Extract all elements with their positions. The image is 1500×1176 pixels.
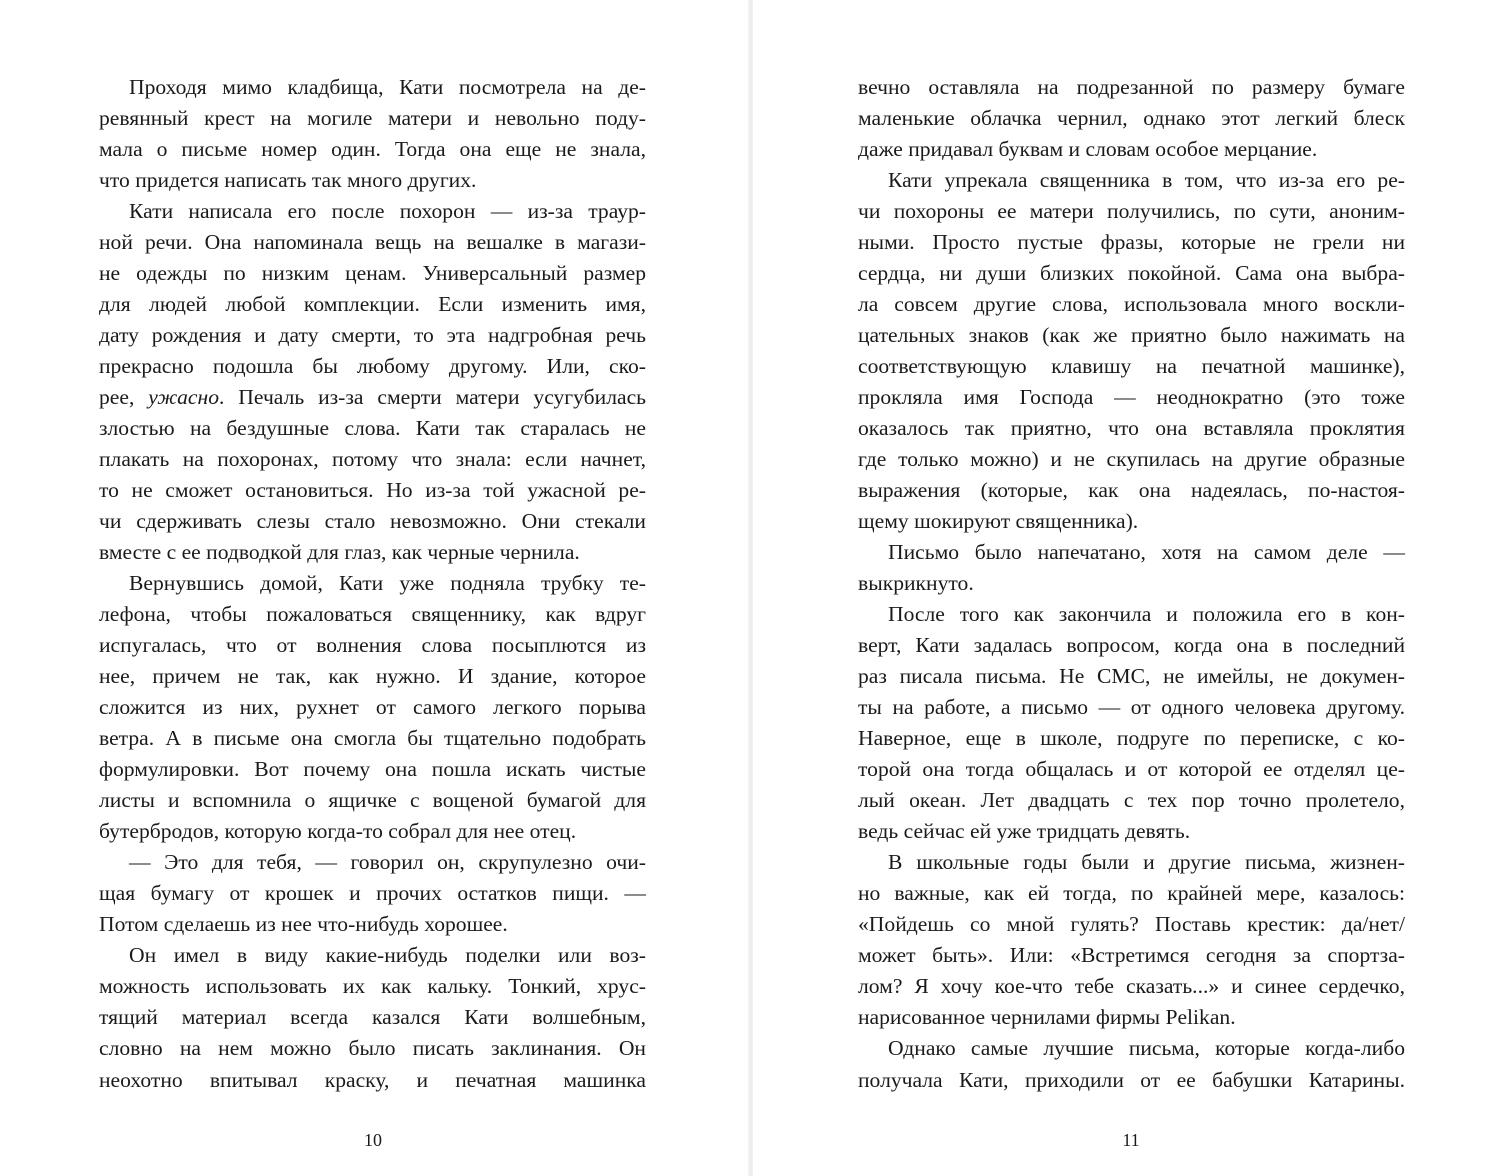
text-line: Наверное, еще в школе, подруге по переписке, с ко- [858,726,1405,751]
text-line: Однако самые лучшие письма, которые когда-либо [888,1036,1405,1061]
text-line: лефона, чтобы пожаловаться священнику, как вдруг [99,602,646,627]
left-page [0,0,749,1176]
page-number: 10 [364,1130,382,1150]
text-line: — Это для тебя, — говорил он, скрупулезно очи- [129,850,646,875]
text-line: Потом сделаешь из нее что-нибудь хорошее. [99,912,508,937]
text-line: ты на работе, а письмо — от одного человека другому. [858,695,1405,720]
text-segment: рее, [99,385,149,410]
text-line: неохотно впитывал краску, и печатная машинка [99,1067,646,1092]
text-line: вместе с ее подводкой для глаз, как черные чернила. [99,540,580,565]
text-line: плакать на похоронах, потому что знала: если начнет, [99,447,646,472]
text-line: верт, Кати задалась вопросом, когда она в последний [858,633,1405,658]
text-line: то не сможет остановиться. Но из-за той ужасной ре- [99,478,646,503]
text-line: может быть». Или: «Встретимся сегодня за спортза- [858,943,1405,968]
text-line: нее, причем не так, как нужно. И здание, которое [99,664,646,689]
text-line: для людей любой комплекции. Если изменить имя, [99,292,646,317]
text-line: но важные, как ей тогда, по крайней мере, казалось: [858,881,1405,906]
text-line: ными. Просто пустые фразы, которые не грели ни [858,230,1405,255]
text-line: злостью на бездушные слова. Кати так старалась не [99,416,646,441]
text-line: Кати написала его после похорон — из-за траур- [129,199,646,224]
text-line: Вернувшись домой, Кати уже подняла трубку те- [129,571,646,596]
text-line: нарисованное чернилами фирмы Pelikan. [858,1005,1236,1030]
text-line: прокляла имя Господа — неоднократно (это тоже [858,385,1405,410]
text-line: сложится из них, рухнет от самого легкого порыва [99,695,646,720]
text-line: чи похороны ее матери получились, по сути, аноним- [858,199,1405,224]
text-line: После того как закончила и положила его в кон- [888,602,1405,627]
text-line: Письмо было напечатано, хотя на самом деле — [888,540,1405,565]
text-line: тящий материал всегда казался Кати волшебным, [99,1005,646,1030]
text-segment: . Печаль из-за смерти матери усугубилась [219,385,646,410]
text-line: щему шокируют священника). [858,509,1139,534]
text-line: выражения (которые, как она надеялась, по-настоя- [858,478,1405,503]
text-line: торой она тогда общалась и от которой ее отделял це- [858,757,1405,782]
text-line: что придется написать так много других. [99,168,477,193]
text-line: «Пойдешь со мной гулять? Поставь крестик: да/нет/ [858,912,1405,937]
text-line: испугалась, что от волнения слова посыплются из [99,633,646,658]
text-line: сердца, ни души близких покойной. Сама она выбра- [858,261,1405,286]
page-number: 11 [1122,1130,1140,1150]
text-line: маленькие облачка чернил, однако этот легкий блеск [858,106,1405,131]
page-text [858,72,1405,1096]
text-line: мала о письме номер один. Тогда она еще не знала, [99,137,646,162]
text-line: соответствующую клавишу на печатной машинке), [858,354,1405,379]
text-line: можность использовать их как кальку. Тонкий, хрус- [99,974,646,999]
text-line: раз писала письма. Не СМС, не имейлы, не докумен- [858,664,1405,689]
text-line: В школьные годы были и другие письма, жизнен- [888,850,1405,875]
page-text [99,72,646,1096]
text-line: оказалось так приятно, что она вставляла проклятия [858,416,1405,441]
text-line: словно на нем можно было писать заклинания. Он [99,1036,646,1061]
text-line: Проходя мимо кладбища, Кати посмотрела на де- [129,75,646,99]
text-line: даже придавал буквам и словам особое мерцание. [858,137,1318,162]
text-line: чи сдерживать слезы стало невозможно. Они стекали [99,509,646,534]
text-line: ветра. А в письме она смогла бы тщательно подобрать [99,726,646,751]
text-line: Кати упрекала священника в том, что из-за его ре- [888,168,1405,193]
text-line: лом? Я хочу кое-что тебе сказать...» и синее сердечко, [858,974,1405,999]
text-line: листы и вспомнила о ящичке с вощеной бумагой для [99,788,646,813]
text-line: бутербродов, которую когда-то собрал для нее отец. [99,819,577,844]
text-line: не одежды по низким ценам. Универсальный размер [99,261,646,286]
right-page [753,0,1500,1176]
text-line: формулировки. Вот почему она пошла искать чистые [99,757,646,782]
text-line: дату рождения и дату смерти, то эта надгробная речь [99,323,646,348]
text-line: Он имел в виду какие-нибудь поделки или воз- [129,943,646,968]
text-line: щая бумагу от крошек и прочих остатков пищи. — [99,881,646,906]
text-line: вечно оставляла на подрезанной по размеру бумаге [858,75,1405,99]
text-line: выкрикнуто. [858,571,974,596]
text-line: где только можно) и не скупилась на другие образные [858,447,1405,472]
text-line: прекрасно подошла бы любому другому. Или, ско- [99,354,646,379]
text-line: получала Кати, приходили от ее бабушки Катарины. [858,1067,1405,1092]
text-line [99,382,646,413]
text-line: ревянный крест на могиле матери и невольно поду- [99,106,646,131]
text-line: ла совсем другие слова, использовала много воскли- [858,292,1405,317]
text-line: ведь сейчас ей уже тридцать девять. [858,819,1191,844]
text-line: лый океан. Лет двадцать с тех пор точно пролетело, [858,788,1405,813]
text-line: ной речи. Она напоминала вещь на вешалке в магази- [99,230,646,255]
italic-text: ужасно [148,385,220,410]
text-line: цательных знаков (как же приятно было нажимать на [858,323,1405,348]
